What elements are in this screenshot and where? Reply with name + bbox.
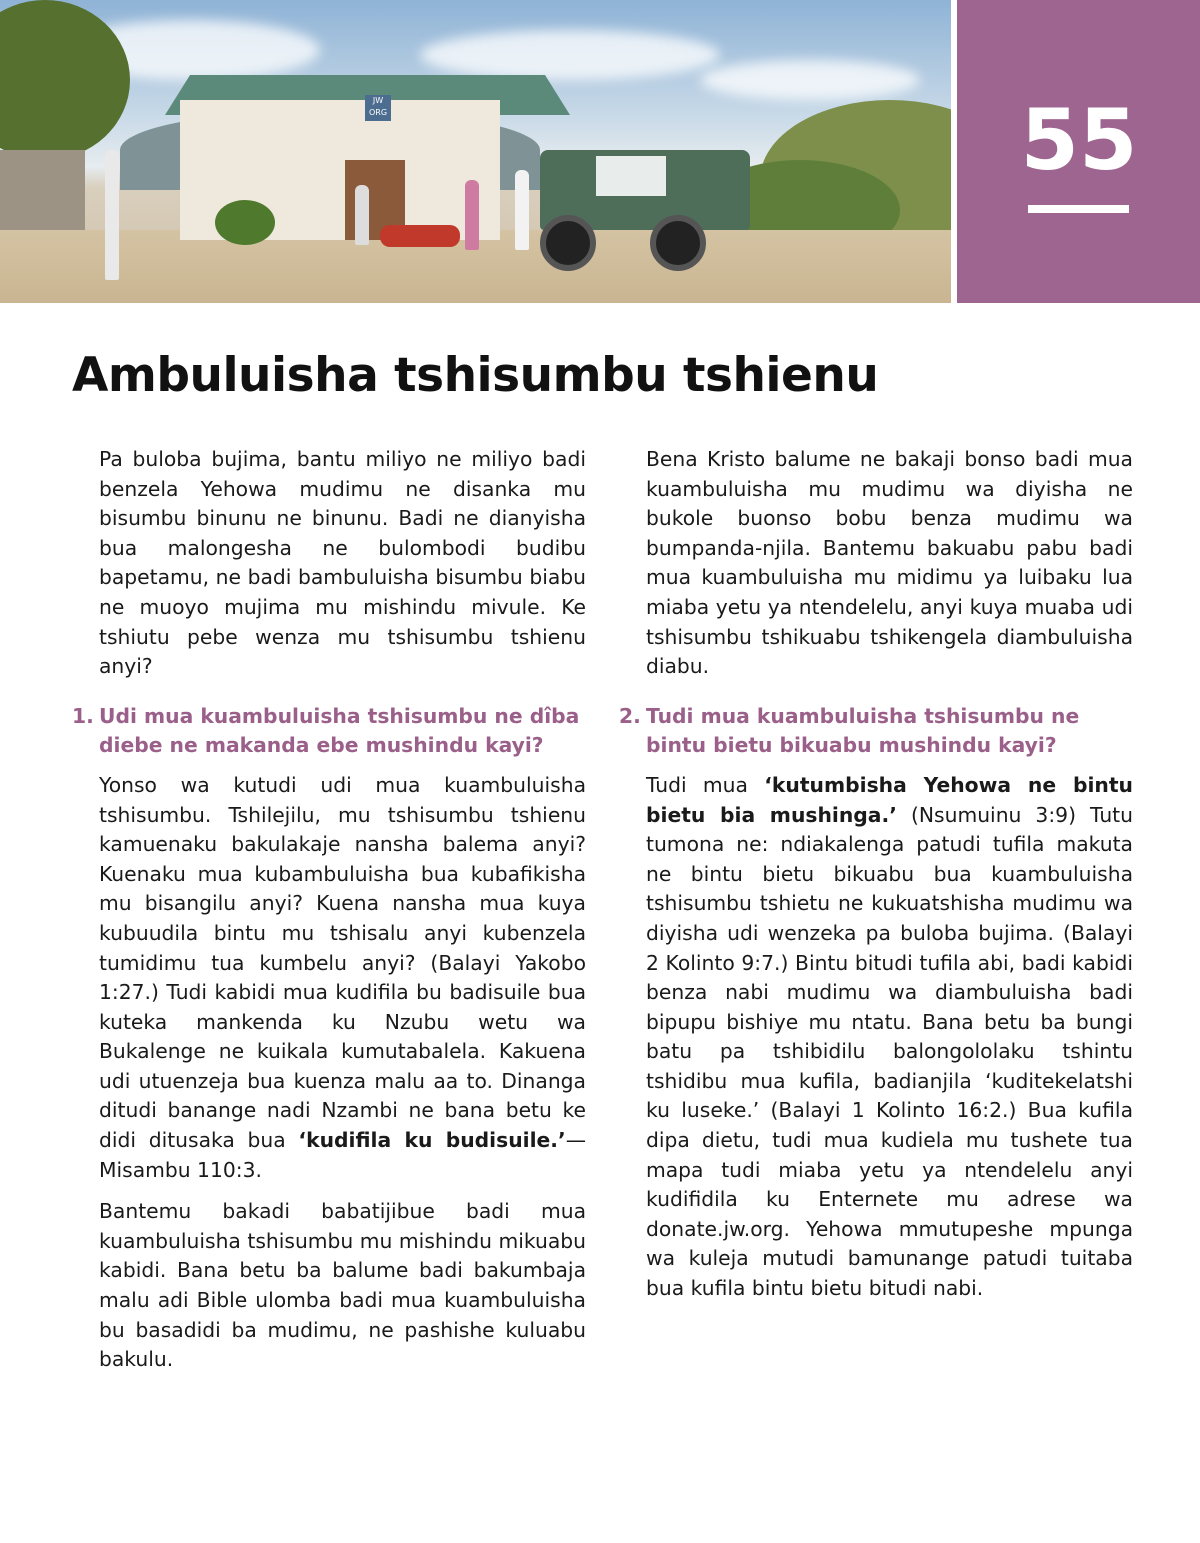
lesson-number: 55	[1020, 91, 1138, 189]
question-number: 1.	[72, 703, 94, 728]
kingdom-hall-photo	[0, 0, 951, 303]
question-text: Udi mua kuambuluisha tshisumbu ne dîba diebe ne makanda ebe mushindu kayi?	[99, 703, 580, 758]
scripture-quote: ‘kudifila ku budisuile.’	[298, 1128, 566, 1153]
lesson-title: Ambuluisha tshisumbu tshienu	[72, 348, 879, 403]
jw-org-sign: JW ORG	[365, 95, 391, 121]
paragraph: Bena Kristo balume ne bakaji bonso badi mua kuambuluisha mu mudimu wa diyisha ne bukole buonso bobu benza mudimu wa bumpanda-njila. Bantemu bakuabu pabu badi mua kuambuluisha mu midimu ya luibaku lua miaba yetu ya ntendelelu, anyi kuya muaba udi tshisumbu tshikuabu tshikengela diambuluisha diabu.	[646, 447, 1133, 679]
question-2	[619, 702, 1133, 761]
paragraph	[99, 771, 586, 1185]
paragraph: Bantemu bakadi babatijibue badi mua kuambuluisha tshisumbu mu mishindu mikuabu kabidi. Bana betu ba balume badi bakumbaja malu adi Bible ulomba badi mua kuambuluisha bu basadidi ba mudimu, ne pashishe kuluabu bakulu.	[99, 1199, 586, 1372]
question-1	[72, 702, 586, 761]
paragraph-text: Tudi mua	[646, 772, 765, 797]
left-column	[72, 445, 586, 1387]
paragraph	[646, 771, 1133, 1304]
scripture-reference: —Misambu 110:3.	[99, 1128, 586, 1182]
lesson-number-badge	[957, 0, 1200, 303]
paragraph-text: (Nsumuinu 3:9) Tutu tumona ne: ndiakalenga patudi tufila makuta ne bintu bietu bikuabu bua kuambuluisha tshisumbu tshietu ne kukuatshisha mudimu wa diyisha udi wenzeka pa buloba bujima. (Balayi 2 Kolinto 9:7.) Bintu bitudi tufila abi, badi kabidi benza nabi mudimu wa diambuluisha badi bipupu bishiye mu ntatu. Bana betu ba bungi batu pa tshibidilu balongololaku tshintu tshidibu mua kufila, badianjila ‘kuditekelatshi ku luseke.’ (Balayi 1 Kolinto 16:2.) Bua kufila dipa dietu, tudi mua kudiela mu tushete tua mapa tudi miaba yetu ya ntendelelu anyi kudifidila ku Enternete mu adrese wa donate.jw.org. Yehowa mmutupeshe mpunga wa kuleja mutudi bamunange patudi tuitaba bua kufila bintu bietu bitudi nabi.	[646, 802, 1133, 1301]
intro-paragraph: Pa buloba bujima, bantu miliyo ne miliyo badi benzela Yehowa mudimu ne disanka mu bisumbu binunu ne binunu. Badi ne dianyisha bua malongesha ne bulombodi budibu bapetamu, ne badi bambuluisha bisumbu biabu ne muoyo mujima mu mishindu mivule. Ke tshiutu pebe wenza mu tshisumbu tshienu anyi?	[99, 447, 586, 679]
paragraph-text: Yonso wa kutudi udi mua kuambuluisha tshisumbu. Tshilejilu, mu tshisumbu tshienu kamuenaku bakulakaje nansha balema anyi? Kuenaku mua kubambuluisha bua kubafikisha mu bisangilu anyi? Kuena nansha mua kuya kubuudila bintu mu tshisalu anyi kubenzela tumidimu tua kumbelu anyi? (Balayi Yakobo 1:27.) Tudi kabidi mua kudifila bu badisuile bua kuteka mankenda ku Nzubu wetu wa Bukalenge ne kuikala kumutabalela. Kakuena udi utuenzeja bua kuenza malu aa to. Dinanga ditudi banange nadi Nzambi ne bana betu ke didi ditusaka bua	[99, 772, 586, 1153]
question-text: Tudi mua kuambuluisha tshisumbu ne bintu bietu bikuabu mushindu kayi?	[646, 703, 1080, 758]
lesson-number-underline	[1028, 205, 1129, 213]
right-column	[619, 445, 1133, 1316]
question-number: 2.	[619, 703, 641, 728]
scripture-quote: ‘kutumbisha Yehowa ne bintu bietu bia mushinga.’	[646, 772, 1133, 827]
